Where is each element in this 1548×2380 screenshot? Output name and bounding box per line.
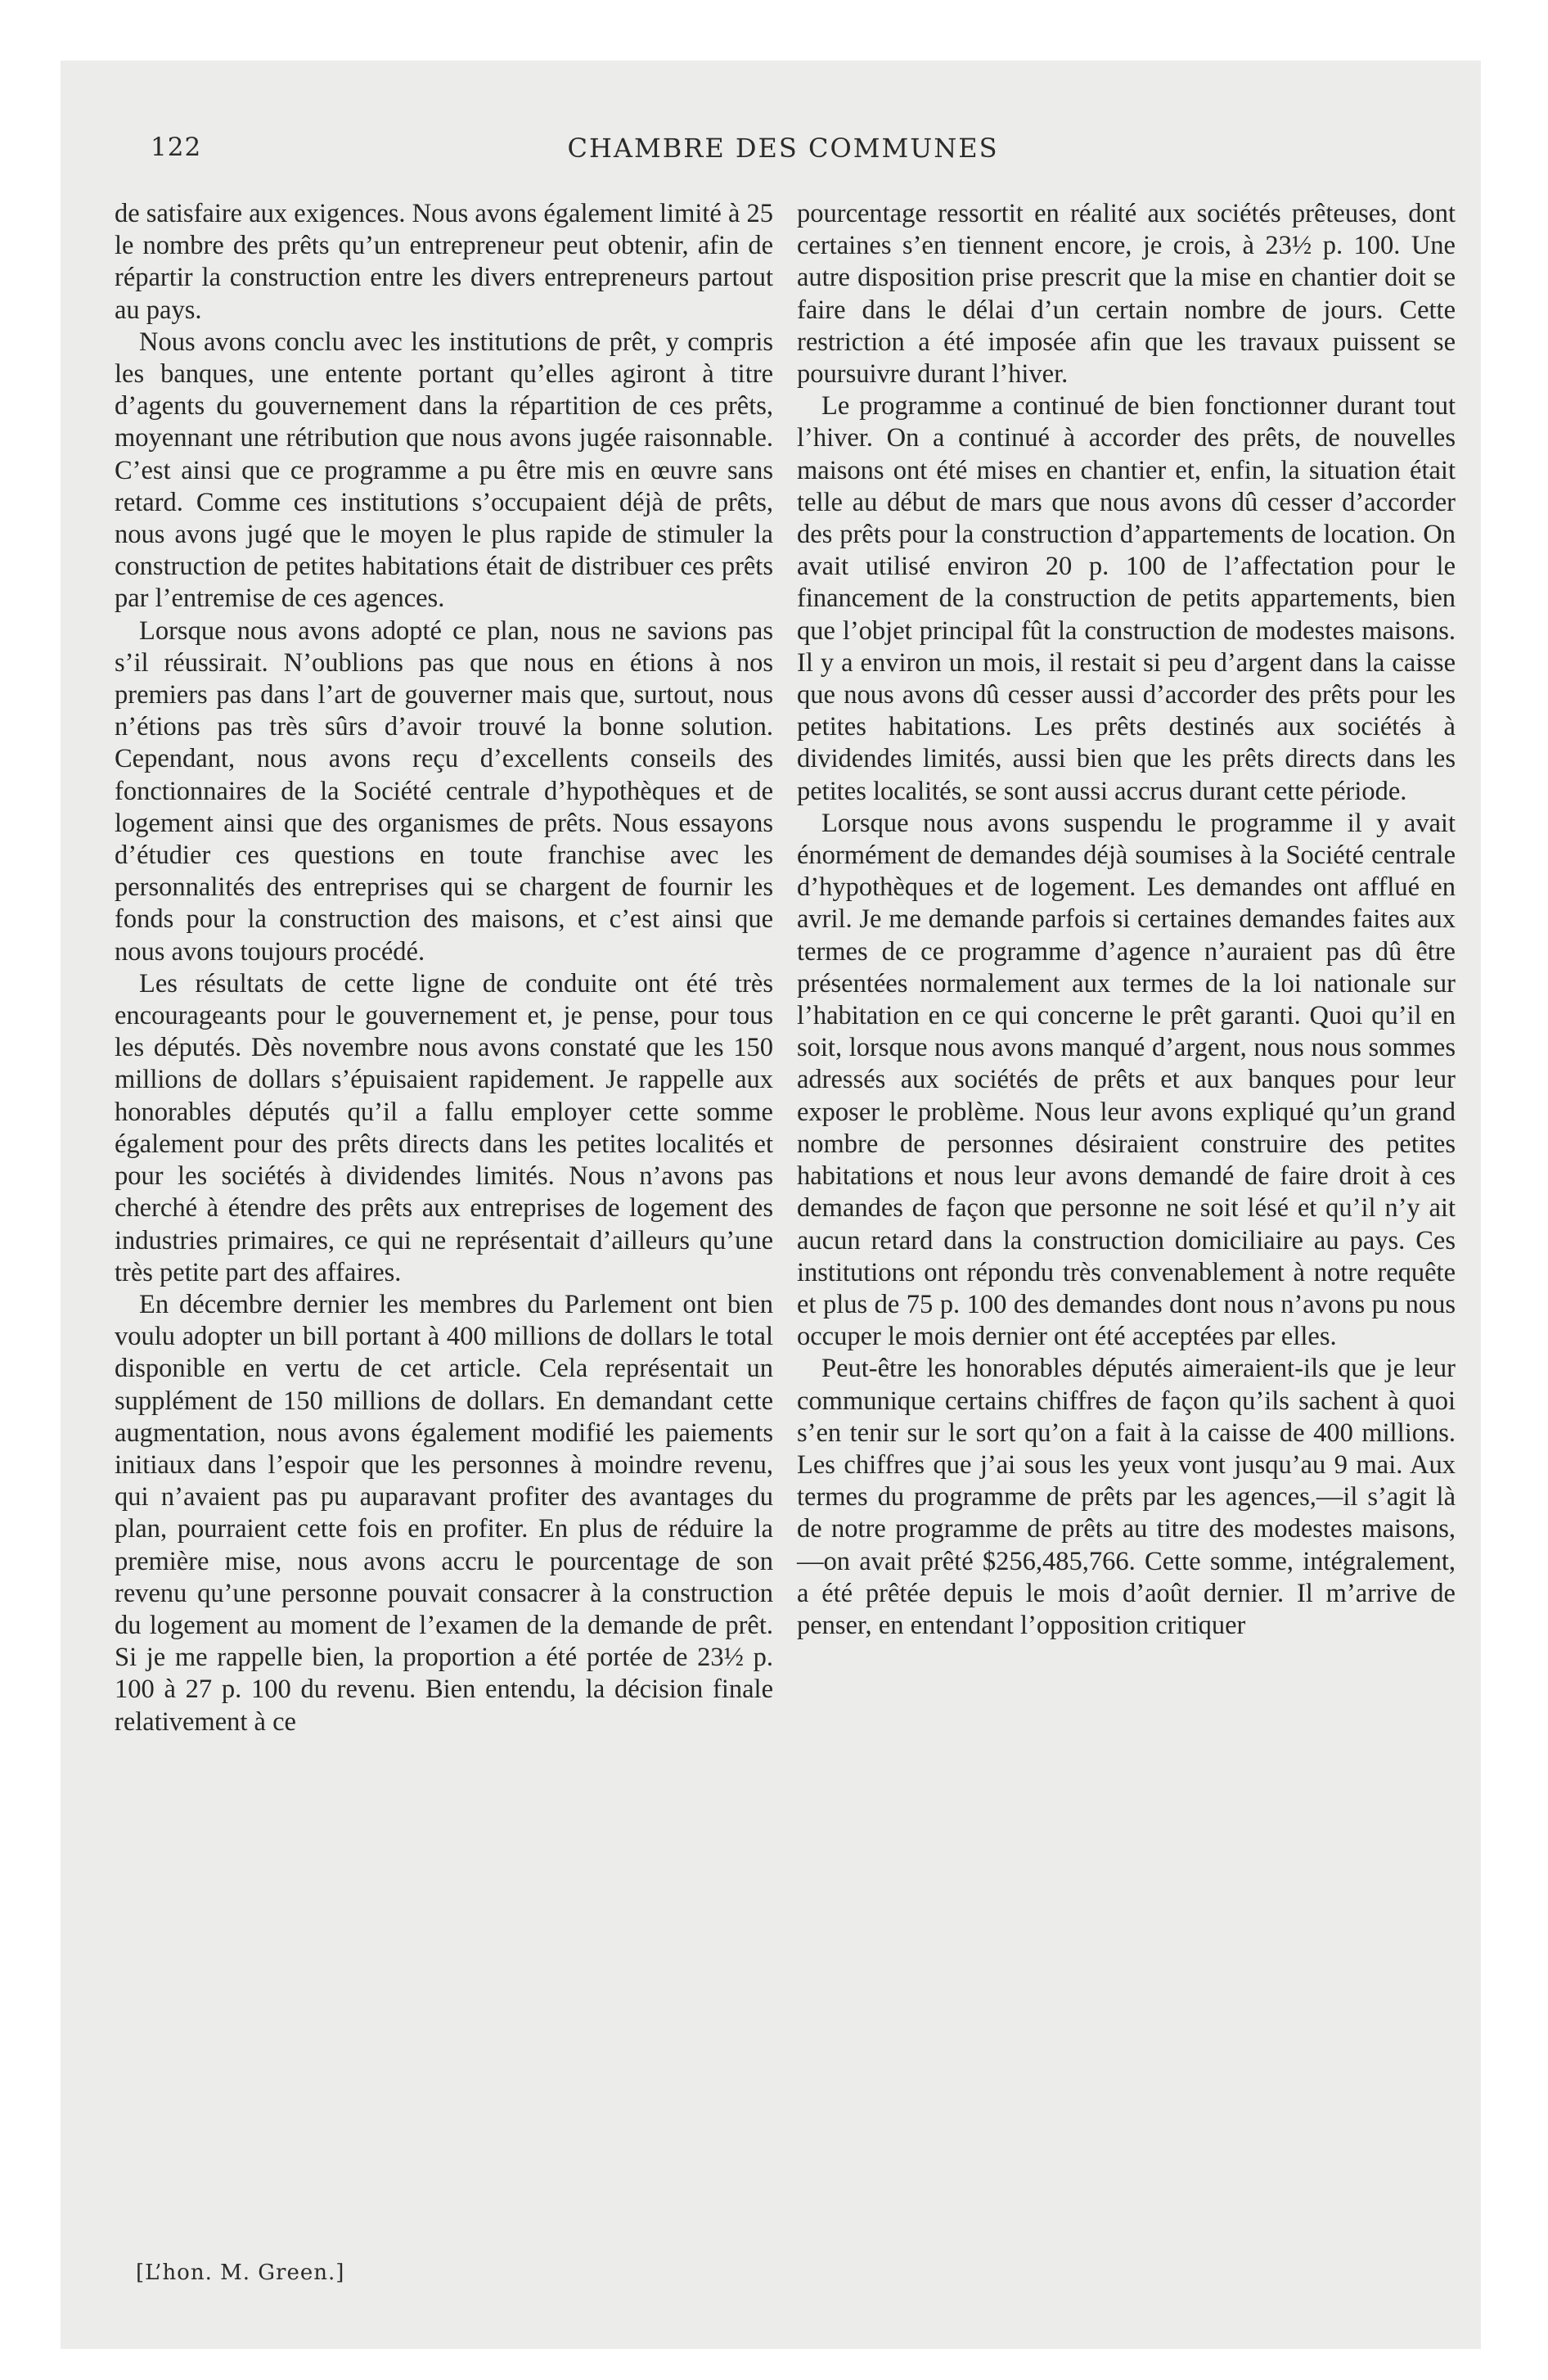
paragraph: Les résultats de cette ligne de conduite ont été très encourageants pour le gouvernement et, je pense, pour tous les députés. Dès novembre nous avons constaté que les 150 millions de dollars s’épuisaient rapidement. Je rappelle aux honorables députés qu’il a fallu employer cette somme également pour des prêts directs dans les petites localités et pour les sociétés à dividendes limités. Nous n’avons pas cherché à étendre des prêts aux entreprises de logement des industries primaires, ce qui ne représentait d’ailleurs qu’une très petite part des affaires.	[115, 968, 773, 1287]
page-title: CHAMBRE DES COMMUNES	[567, 133, 999, 164]
page-number: 122	[151, 133, 202, 162]
paragraph: de satisfaire aux exigences. Nous avons également limité à 25 le nombre des prêts qu’un entrepreneur peut obtenir, afin de répartir la construction entre les divers entrepreneurs partout au pays.	[115, 199, 774, 325]
paragraph: En décembre dernier les membres du Parlement ont bien voulu adopter un bill portant à 400 millions de dollars le total disponible en vertu de cet article. Cela représentait un supplément de 150 millions de dollars. En demandant cette augmentation, nous avons également modifié les paiements initiaux dans l’espoir que les personnes à moindre revenu, qui n’avaient pas pu auparavant profiter des avantages du plan, pourraient cette fois en profiter. En plus de réduire la première mise, nous avons accru le pourcentage de son revenu qu’une personne pouvait consacrer à la construction du logement au moment de l’examen de la demande de prêt. Si je me rappelle bien, la proportion a été portée de 23½ p. 100 à 27 p. 100 du revenu. Bien entendu, la décision finale relativement à ce	[115, 1289, 773, 1737]
paragraph: pourcentage ressortit en réalité aux sociétés prêteuses, dont certaines s’en tiennent encore, je crois, à 23½ p. 100. Une autre disposition prise prescrit que la mise en chantier doit se faire dans le délai d’un certain nombre de jours. Cette restriction a été imposée afin que les travaux puissent se poursuivre durant l’hiver.	[797, 199, 1456, 390]
paragraph: Le programme a continué de bien fonctionner durant tout l’hiver. On a continué à accorder des prêts, de nouvelles maisons ont été mises en chantier et, enfin, la situation était telle au début de mars que nous avons dû cesser d’accorder des prêts pour la construction d’appartements de location. On avait utilisé environ 20 p. 100 de l’affectation pour le financement de la construction de petits appartements, bien que l’objet principal fût la construction de modestes maisons. Il y a environ un mois, il restait si peu d’argent dans la caisse que nous avons dû cesser aussi d’accorder des prêts pour les petites habitations. Les prêts destinés aux sociétés à dividendes limités, aussi bien que les prêts directs dans les petites localités, se sont aussi accrus durant cette période.	[797, 391, 1456, 806]
left-column	[115, 198, 773, 1738]
paragraph: Peut-être les honorables députés aimeraient-ils que je leur communique certains chiffres de façon qu’ils sachent à quoi s’en tenir sur le sort qu’on a fait à la caisse de 400 millions. Les chiffres que j’ai sous les yeux vont jusqu’au 9 mai. Aux termes du programme de prêts par les agences,—il s’agit là de notre programme de prêts au titre des modestes maisons,—on avait prêté $256,485,766. Cette somme, intégralement, a été prêtée depuis le mois d’août dernier. Il m’arrive de penser, en entendant l’opposition critiquer	[797, 1354, 1456, 1640]
running-header	[116, 133, 1450, 172]
paragraph: Lorsque nous avons suspendu le programme il y avait énormément de demandes déjà soumises à la Société centrale d’hypothèques et de logement. Les demandes ont afflué en avril. Je me demande parfois si certaines demandes faites aux termes de ce programme d’agence n’auraient pas dû être présentées normalement aux termes de la loi nationale sur l’habitation en ce qui concerne le prêt garanti. Quoi qu’il en soit, lorsque nous avons manqué d’argent, nous nous sommes adressés aux sociétés de prêts et aux banques pour leur exposer le problème. Nous leur avons expliqué qu’un grand nombre de personnes désiraient construire des petites habitations et nous leur avons demandé de faire droit à ces demandes de façon que personne ne soit lésé et qu’il n’y ait aucun retard dans la construction domiciliaire au pays. Ces institutions ont répondu très convenablement à notre requête et plus de 75 p. 100 des demandes dont nous n’avons pu nous occuper le mois dernier ont été acceptées par elles.	[797, 808, 1456, 1352]
paragraph: Nous avons conclu avec les institutions de prêt, y compris les banques, une entente portant qu’elles agiront à titre d’agents du gouvernement dans la répartition de ces prêts, moyennant une rétribution que nous avons jugée raisonnable. C’est ainsi que ce programme a pu être mis en œuvre sans retard. Comme ces institutions s’occupaient déjà de prêts, nous avons jugé que le moyen le plus rapide de stimuler la construction de petites habitations était de distribuer ces prêts par l’entremise de ces agences.	[115, 327, 773, 614]
right-column	[797, 198, 1456, 1642]
speaker-attribution: [L’hon. M. Green.]	[136, 2261, 345, 2285]
paragraph: Lorsque nous avons adopté ce plan, nous ne savions pas s’il réussirait. N’oublions pas que nous en étions à nos premiers pas dans l’art de gouverner mais que, surtout, nous n’étions pas très sûrs d’avoir trouvé la bonne solution. Cependant, nous avons reçu d’excellents conseils des fonctionnaires de la Société centrale d’hypothèques et de logement ainsi que des organismes de prêts. Nous essayons d’étudier ces questions en toute franchise avec les personnalités des entreprises qui se chargent de fournir les fonds pour la construction des maisons, et c’est ainsi que nous avons toujours procédé.	[115, 615, 773, 967]
page-sheet	[61, 61, 1481, 2349]
